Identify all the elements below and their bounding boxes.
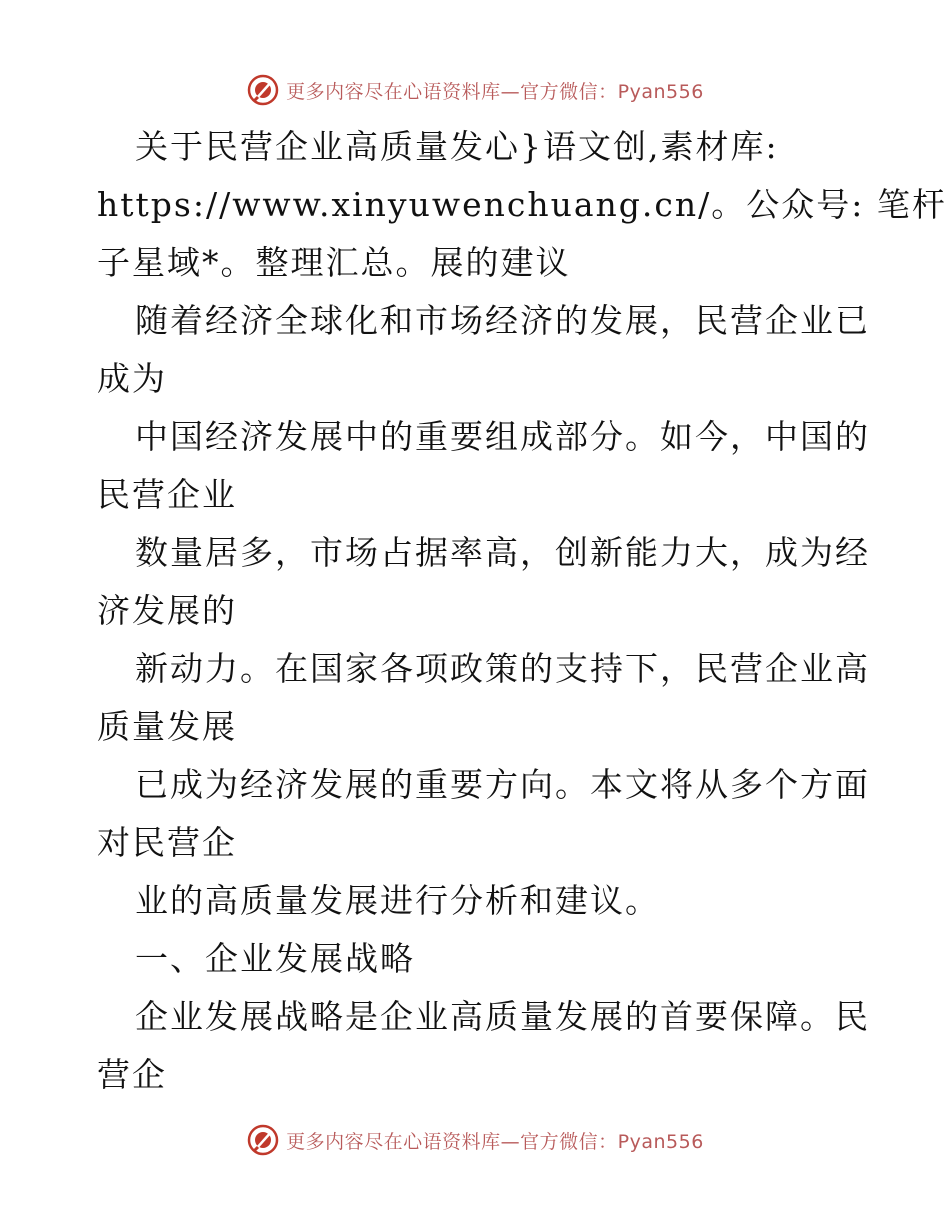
text-line: 已成为经济发展的重要方向。本文将从多个方面	[135, 765, 870, 804]
document-body	[97, 118, 947, 1104]
text-line: 数量居多，市场占据率高，创新能力大，成为经	[135, 533, 870, 572]
text-line: 营企	[97, 1055, 167, 1094]
header-watermark-banner	[0, 70, 950, 110]
text-line: 对民营企	[97, 823, 237, 862]
text-line: https://www.xinyuwenchuang.cn/。公众号: 笔杆	[97, 185, 947, 224]
pen-logo-icon	[246, 1123, 280, 1157]
header-banner-text: 更多内容尽在心语资料库—官方微信：Pyan556	[286, 80, 704, 103]
text-line: 成为	[97, 359, 167, 398]
text-line: 中国经济发展中的重要组成部分。如今，中国的	[135, 417, 870, 456]
text-line: 质量发展	[97, 707, 237, 746]
footer-watermark-banner	[0, 1120, 950, 1160]
text-line: 企业发展战略是企业高质量发展的首要保障。民	[135, 997, 870, 1036]
text-line: 随着经济全球化和市场经济的发展，民营企业已	[135, 301, 870, 340]
text-line: 济发展的	[97, 591, 237, 630]
text-line: 子星域*。整理汇总。展的建议	[97, 243, 571, 282]
text-line: 民营企业	[97, 475, 237, 514]
pen-logo-icon	[246, 73, 280, 107]
footer-banner-text: 更多内容尽在心语资料库—官方微信：Pyan556	[286, 1130, 704, 1153]
text-line: 新动力。在国家各项政策的支持下，民营企业高	[135, 649, 870, 688]
text-line: 关于民营企业高质量发心}语文创,素材库:	[135, 127, 779, 166]
section-heading: 一、企业发展战略	[135, 939, 415, 978]
text-line: 业的高质量发展进行分析和建议。	[135, 881, 660, 920]
